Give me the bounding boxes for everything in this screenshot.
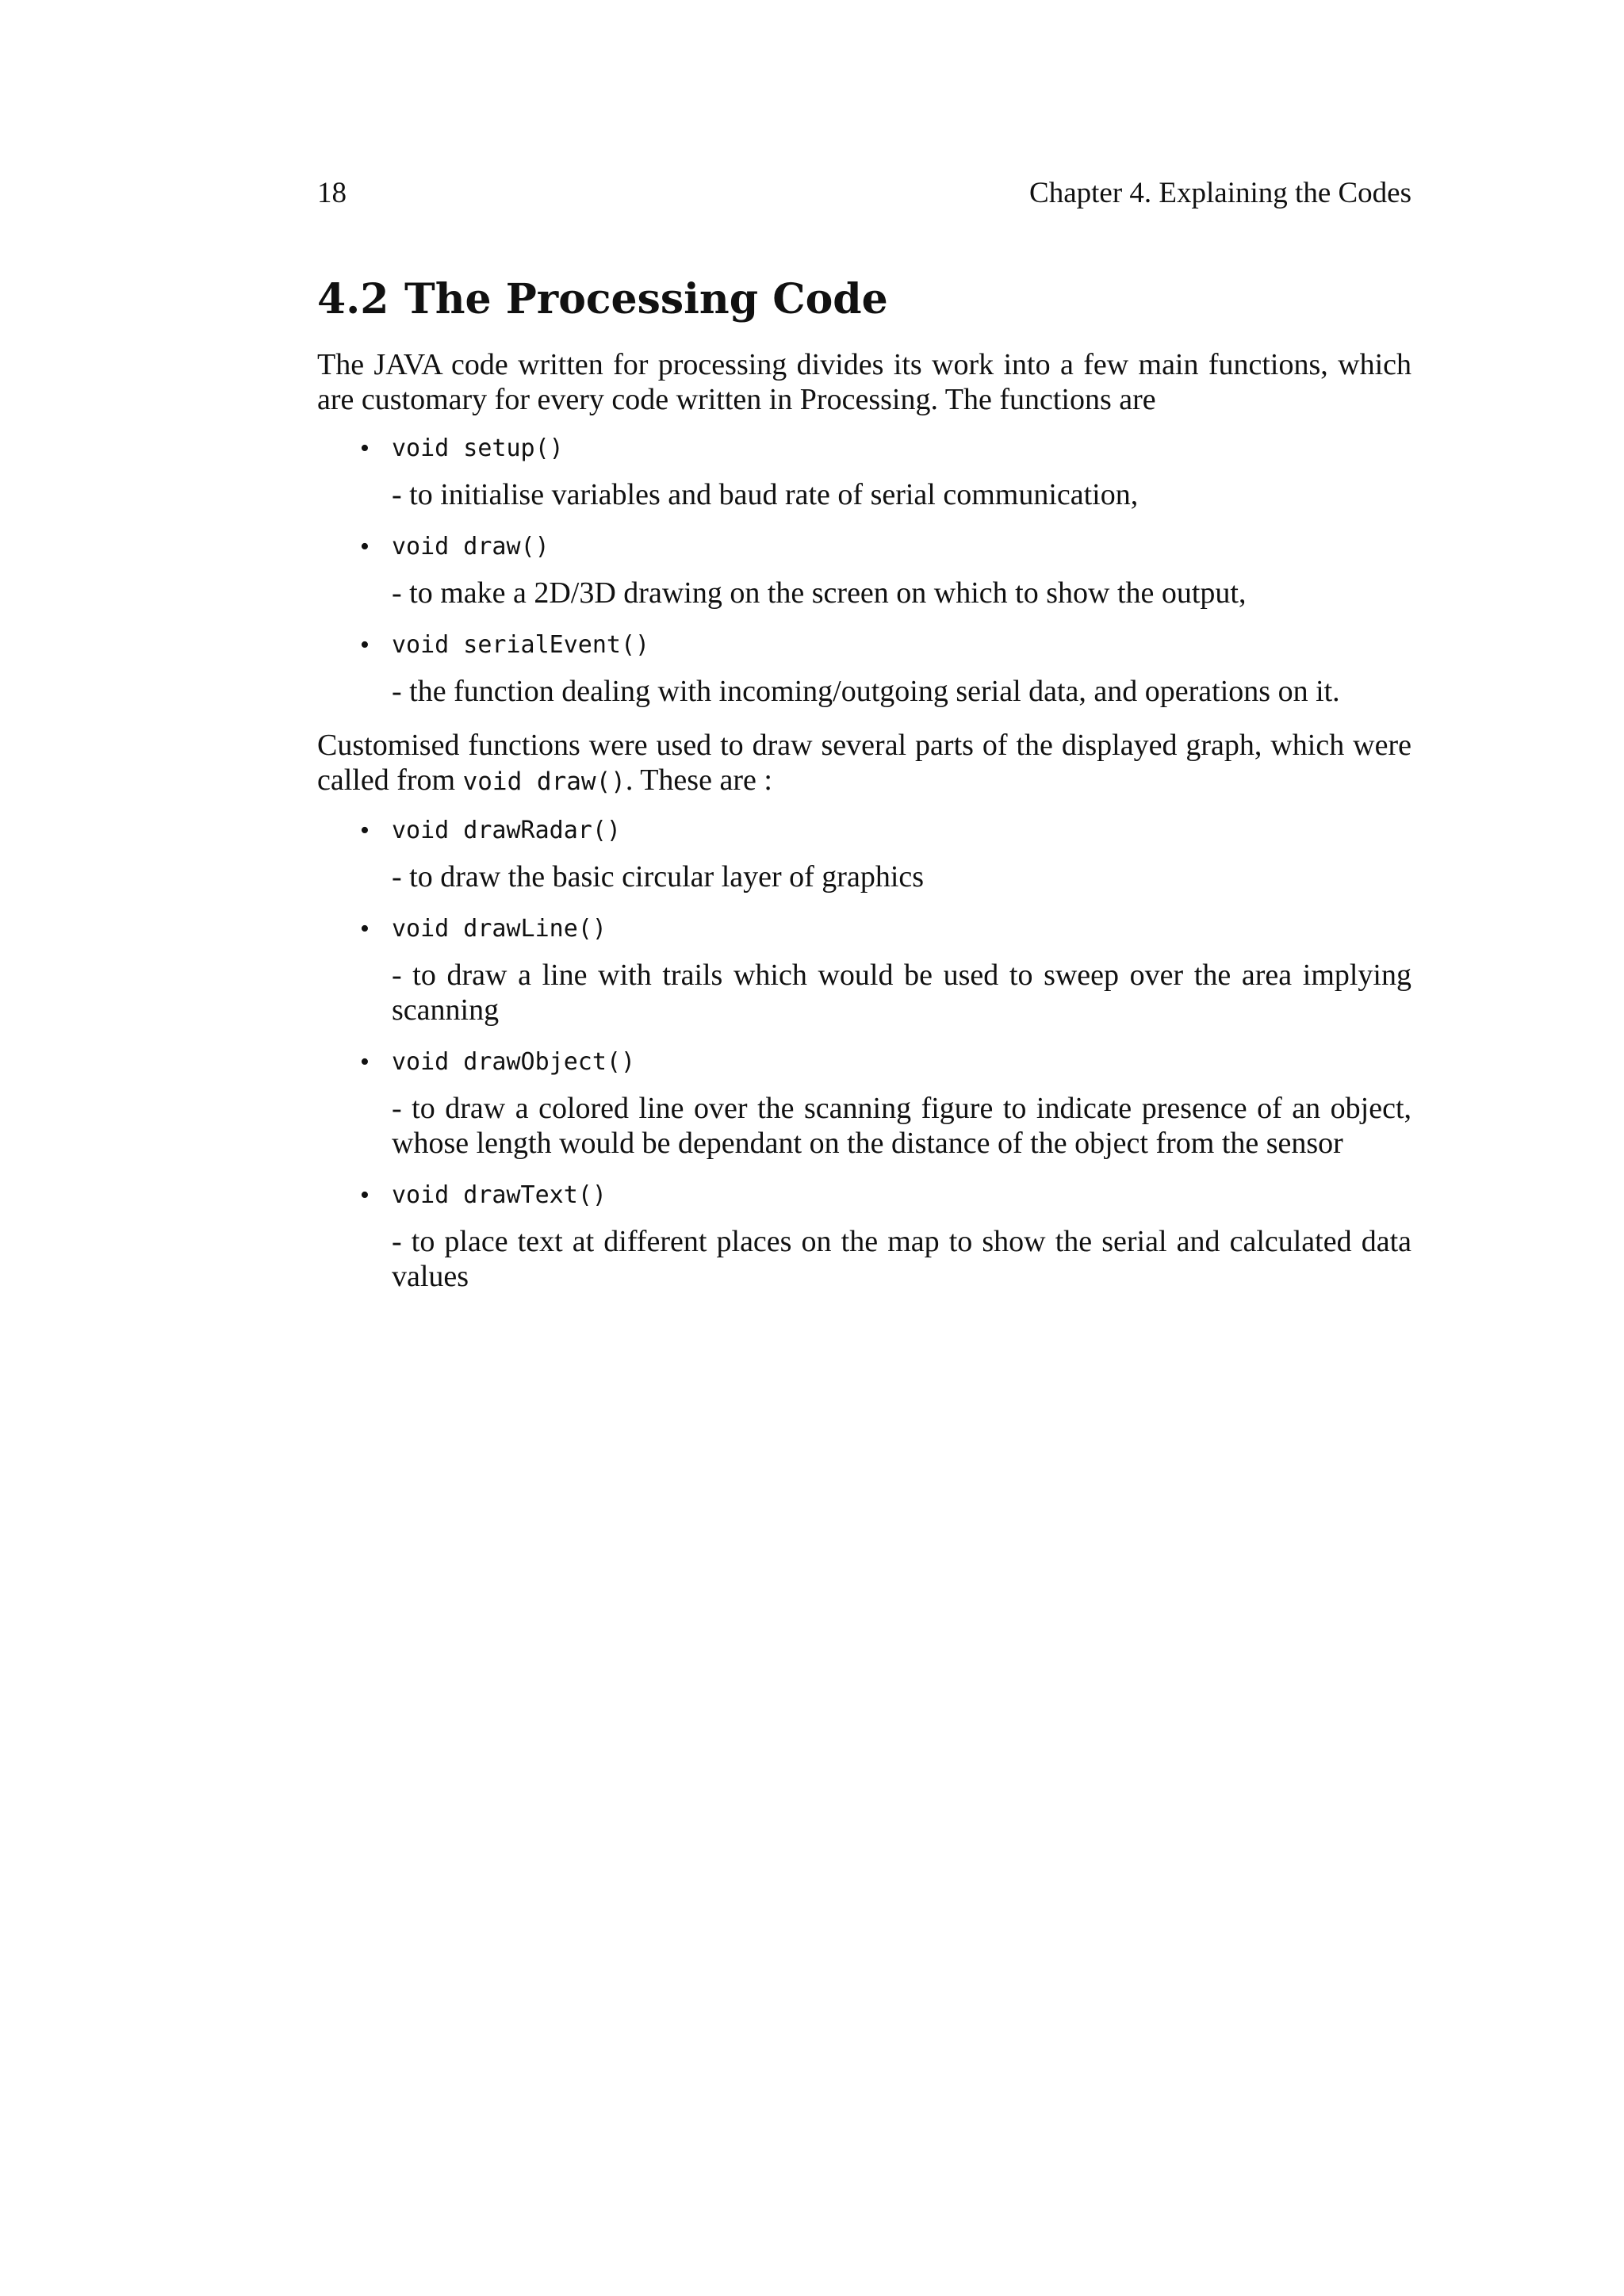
bullet-icon: • <box>360 532 370 561</box>
list-item <box>360 626 1411 709</box>
function-signature: void serialEvent() <box>392 631 650 659</box>
list-item <box>360 528 1411 610</box>
intro-paragraph: The JAVA code written for processing divides its work into a few main functions, which are customary for every code written in Processing. The functions are <box>317 348 1411 416</box>
list-item <box>360 1043 1411 1161</box>
inline-code: void draw() <box>462 767 626 796</box>
list-item <box>360 812 1411 894</box>
function-signature: void draw() <box>392 533 550 561</box>
function-description: - to draw a line with trails which would be used to sweep over the area implying scanning <box>392 959 1411 1027</box>
function-description: - to draw a colored line over the scanning figure to indicate presence of an object, whose length would be dependant on the distance of the object from the sensor <box>392 1092 1411 1160</box>
running-head: Chapter 4. Explaining the Codes <box>1029 177 1411 209</box>
function-description: - to draw the basic circular layer of graphics <box>392 860 925 894</box>
bullet-icon: • <box>360 816 370 845</box>
page-header <box>317 170 1411 217</box>
function-description: - to make a 2D/3D drawing on the screen on which to show the output, <box>392 576 1247 610</box>
bullet-icon: • <box>360 1047 370 1077</box>
bullet-icon: • <box>360 434 370 463</box>
list-item <box>360 1177 1411 1294</box>
function-signature: void drawText() <box>392 1181 607 1209</box>
section-body <box>317 347 1411 1310</box>
custom-functions-paragraph <box>317 728 1411 799</box>
function-signature: void drawRadar() <box>392 817 621 844</box>
custom-intro-tail: . These are : <box>625 763 772 797</box>
function-description: - to initialise variables and baud rate of serial communication, <box>392 478 1139 511</box>
bullet-icon: • <box>360 914 370 943</box>
section-heading <box>317 268 1411 331</box>
main-functions-list <box>317 430 1411 709</box>
function-signature: void drawLine() <box>392 915 607 943</box>
function-description: - to place text at different places on the map to show the serial and calculated data values <box>392 1225 1411 1293</box>
function-signature: void setup() <box>392 434 564 462</box>
list-item <box>360 430 1411 512</box>
function-signature: void drawObject() <box>392 1048 636 1076</box>
bullet-icon: • <box>360 630 370 660</box>
section-number: 4.2 <box>317 275 389 323</box>
function-description: - the function dealing with incoming/outgoing serial data, and operations on it. <box>392 675 1340 708</box>
section-title: The Processing Code <box>404 275 888 323</box>
list-item <box>360 910 1411 1027</box>
custom-intro-text: Customised functions were used to draw several parts of the displayed graph, which were called from <box>317 729 1411 797</box>
page-number: 18 <box>317 177 347 209</box>
custom-functions-list <box>317 812 1411 1294</box>
bullet-icon: • <box>360 1181 370 1210</box>
